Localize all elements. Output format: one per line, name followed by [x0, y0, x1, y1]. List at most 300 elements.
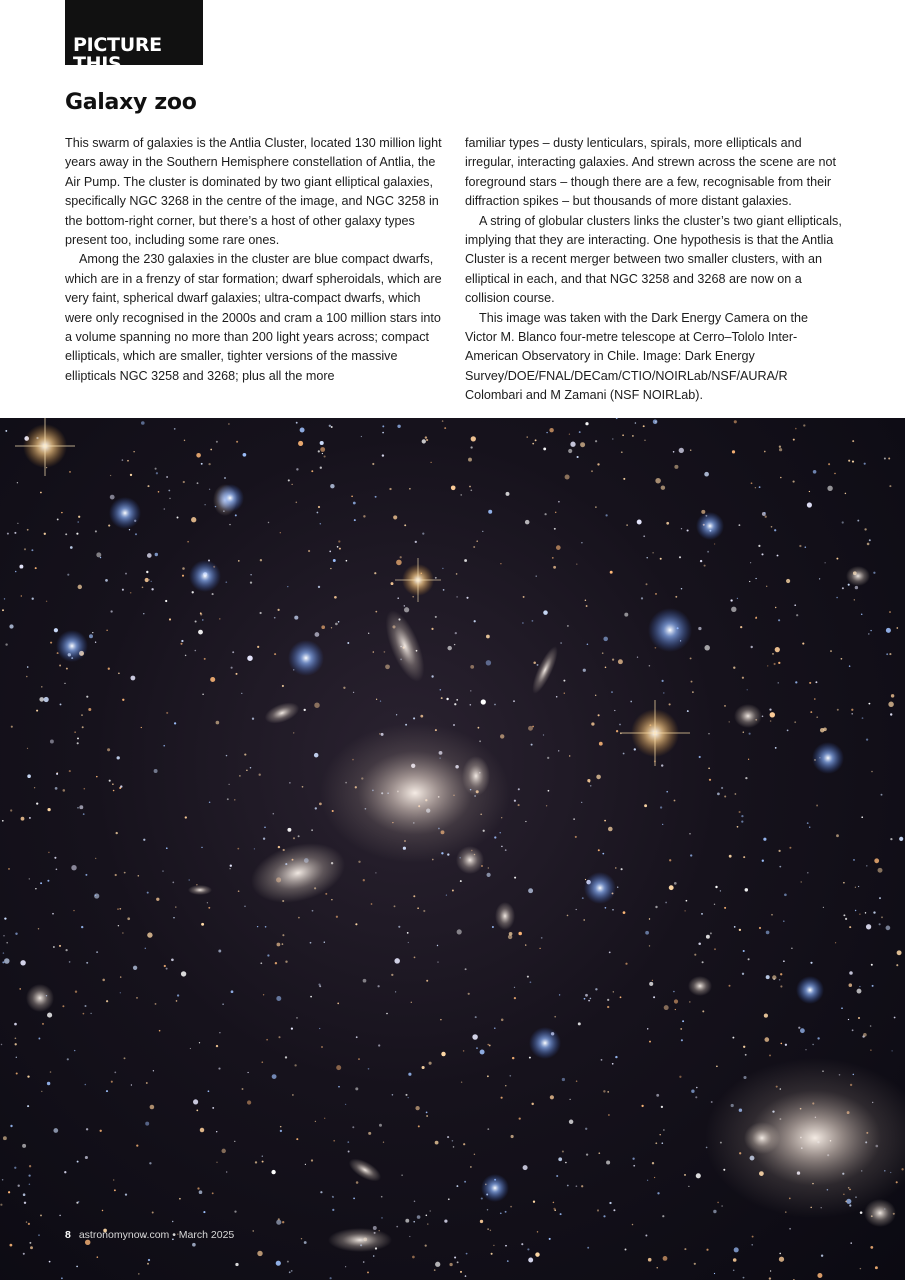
- star: [85, 874, 87, 876]
- star: [247, 1100, 251, 1104]
- star: [643, 535, 645, 537]
- star: [889, 611, 891, 613]
- galaxy-field-image: [0, 418, 905, 1280]
- star: [83, 813, 85, 815]
- star: [755, 578, 756, 579]
- star: [391, 582, 394, 585]
- star: [772, 653, 774, 655]
- star: [855, 586, 858, 589]
- star: [396, 1226, 398, 1228]
- star: [397, 425, 400, 428]
- star: [619, 724, 621, 726]
- star: [662, 1215, 664, 1217]
- star: [554, 1016, 556, 1018]
- star: [318, 450, 320, 452]
- star: [243, 453, 247, 457]
- star: [141, 727, 142, 728]
- star: [200, 1128, 204, 1132]
- star: [774, 529, 776, 531]
- star: [254, 848, 255, 849]
- star: [273, 813, 275, 815]
- star: [263, 994, 264, 995]
- star: [713, 1210, 716, 1213]
- star: [799, 545, 801, 547]
- star: [850, 1242, 851, 1243]
- star: [127, 460, 129, 462]
- bright-star: [620, 700, 690, 766]
- star: [67, 1058, 69, 1060]
- star: [413, 1221, 415, 1223]
- star: [18, 1185, 20, 1187]
- star: [260, 962, 262, 964]
- star: [690, 657, 692, 659]
- star: [742, 973, 744, 975]
- star: [465, 1275, 467, 1277]
- star: [47, 880, 49, 882]
- star: [148, 1259, 150, 1261]
- star: [849, 971, 853, 975]
- star: [226, 755, 227, 756]
- galaxy-elliptical: [345, 1154, 384, 1186]
- star: [312, 910, 314, 912]
- star: [588, 1000, 590, 1002]
- star: [61, 512, 62, 513]
- star: [244, 906, 246, 908]
- star: [20, 960, 25, 965]
- star: [507, 1260, 509, 1262]
- star: [47, 1082, 50, 1085]
- star: [775, 747, 777, 749]
- star: [125, 1193, 127, 1195]
- star: [655, 1142, 657, 1144]
- star: [265, 926, 267, 928]
- star: [3, 935, 4, 936]
- star: [741, 815, 743, 817]
- star: [30, 1246, 33, 1249]
- star: [870, 1049, 872, 1051]
- star: [842, 521, 844, 523]
- blue-star: [584, 872, 616, 904]
- star: [652, 1162, 654, 1164]
- star: [849, 926, 851, 928]
- star: [332, 1197, 333, 1198]
- star: [175, 906, 176, 907]
- star: [666, 791, 668, 793]
- star: [724, 795, 726, 797]
- star: [382, 432, 384, 434]
- star: [118, 673, 120, 675]
- star: [888, 458, 890, 460]
- star: [330, 568, 331, 569]
- star: [864, 463, 866, 465]
- star: [291, 1270, 293, 1272]
- star: [848, 1019, 849, 1020]
- star: [873, 572, 875, 574]
- star: [78, 585, 82, 589]
- star: [891, 1050, 892, 1051]
- star: [514, 877, 516, 879]
- star: [664, 1005, 669, 1010]
- star: [766, 586, 767, 587]
- star: [553, 566, 556, 569]
- star: [64, 683, 65, 684]
- star: [657, 1267, 658, 1268]
- star: [368, 1132, 371, 1135]
- star: [195, 650, 197, 652]
- star: [114, 1189, 116, 1191]
- star: [562, 1078, 565, 1081]
- star: [771, 914, 773, 916]
- star: [166, 712, 168, 714]
- star: [437, 945, 438, 946]
- star: [107, 748, 110, 751]
- star: [209, 489, 210, 490]
- star: [759, 927, 761, 929]
- star: [474, 620, 476, 622]
- star: [16, 1057, 17, 1058]
- star: [310, 996, 312, 998]
- star: [0, 1204, 2, 1206]
- star: [208, 1090, 210, 1092]
- star: [733, 667, 735, 669]
- star: [605, 667, 607, 669]
- star: [143, 839, 145, 841]
- star: [764, 512, 766, 514]
- star: [666, 522, 669, 525]
- star: [590, 998, 592, 1000]
- star: [635, 422, 637, 424]
- star: [367, 1271, 369, 1273]
- star: [35, 888, 36, 889]
- star: [523, 596, 525, 598]
- star: [468, 458, 472, 462]
- star: [546, 805, 547, 806]
- star: [695, 1096, 697, 1098]
- star: [4, 958, 10, 964]
- star: [264, 827, 266, 829]
- star: [150, 1105, 155, 1110]
- star: [14, 1023, 17, 1026]
- star: [732, 1037, 734, 1039]
- star: [812, 1044, 813, 1045]
- star: [435, 577, 437, 579]
- star: [452, 1140, 454, 1142]
- star: [133, 966, 137, 970]
- blue-star: [288, 640, 324, 676]
- star: [715, 886, 717, 888]
- star: [706, 935, 710, 939]
- star: [442, 420, 444, 422]
- star: [10, 1244, 13, 1247]
- star: [461, 1082, 462, 1083]
- star: [9, 624, 13, 628]
- star: [585, 1128, 587, 1130]
- star: [488, 510, 492, 514]
- star: [854, 599, 855, 600]
- star: [426, 980, 428, 982]
- star: [81, 926, 83, 928]
- star: [238, 560, 240, 562]
- star: [8, 1191, 10, 1193]
- star: [278, 1036, 280, 1038]
- star: [765, 516, 767, 518]
- star: [239, 775, 241, 777]
- star: [454, 644, 455, 645]
- star: [442, 568, 443, 569]
- star: [250, 574, 251, 575]
- star: [674, 800, 676, 802]
- star: [582, 897, 584, 899]
- star: [674, 882, 677, 885]
- star: [331, 426, 333, 428]
- star: [444, 1219, 447, 1222]
- star: [501, 846, 503, 848]
- star: [714, 948, 716, 950]
- star: [185, 816, 187, 818]
- star: [311, 829, 313, 831]
- star: [778, 662, 780, 664]
- star: [796, 614, 798, 616]
- star: [260, 559, 262, 561]
- star: [816, 805, 818, 807]
- star: [147, 932, 152, 937]
- star: [334, 596, 337, 599]
- star: [197, 482, 199, 484]
- star: [586, 1153, 588, 1155]
- star: [398, 926, 400, 928]
- star: [518, 788, 520, 790]
- star: [77, 742, 79, 744]
- star: [562, 1150, 564, 1152]
- galaxy-elliptical: [462, 756, 490, 796]
- star: [339, 548, 341, 550]
- star: [7, 533, 9, 535]
- star: [696, 1173, 701, 1178]
- star: [622, 434, 624, 436]
- star: [647, 1180, 648, 1181]
- star: [717, 1202, 719, 1204]
- star: [487, 873, 491, 877]
- star: [420, 715, 423, 718]
- star: [26, 676, 28, 678]
- star: [275, 962, 277, 964]
- star: [845, 493, 847, 495]
- star: [494, 1027, 495, 1028]
- star: [396, 714, 397, 715]
- star: [660, 806, 662, 808]
- star: [795, 428, 797, 430]
- star: [333, 559, 336, 562]
- star: [747, 689, 748, 690]
- star: [758, 545, 760, 547]
- star: [686, 900, 688, 902]
- star: [481, 699, 486, 704]
- star: [748, 759, 749, 760]
- star: [381, 1217, 383, 1219]
- star: [199, 1190, 203, 1194]
- star: [849, 983, 853, 987]
- star: [456, 1185, 458, 1187]
- star: [541, 937, 543, 939]
- star: [860, 1268, 861, 1269]
- star: [166, 847, 168, 849]
- star: [623, 911, 626, 914]
- star: [662, 680, 664, 682]
- star: [74, 731, 75, 732]
- star: [235, 514, 237, 516]
- star: [338, 540, 340, 542]
- star: [363, 879, 365, 881]
- star: [182, 567, 185, 570]
- star: [259, 774, 261, 776]
- star: [296, 1017, 297, 1018]
- star: [320, 467, 322, 469]
- star: [767, 665, 768, 666]
- star: [821, 1254, 823, 1256]
- star: [505, 849, 507, 851]
- star: [280, 1126, 282, 1128]
- star: [494, 704, 496, 706]
- star: [785, 1044, 787, 1046]
- star: [147, 1263, 149, 1265]
- star: [85, 1156, 88, 1159]
- star: [742, 677, 744, 679]
- star: [282, 943, 284, 945]
- star: [415, 1106, 419, 1110]
- star: [158, 491, 160, 493]
- star: [234, 799, 235, 800]
- star: [625, 963, 627, 965]
- star: [28, 1223, 30, 1225]
- star: [645, 931, 649, 935]
- star: [257, 926, 258, 927]
- star: [218, 1068, 220, 1070]
- star: [564, 693, 565, 694]
- star: [464, 1181, 466, 1183]
- star: [32, 598, 34, 600]
- star: [417, 1215, 421, 1219]
- blue-star: [529, 1027, 561, 1059]
- star: [19, 565, 23, 569]
- star: [130, 474, 132, 476]
- star: [441, 697, 443, 699]
- star: [118, 925, 119, 926]
- star: [708, 768, 710, 770]
- star: [867, 543, 870, 546]
- star: [285, 1056, 287, 1058]
- star: [414, 1201, 416, 1203]
- star: [579, 431, 581, 433]
- star: [389, 488, 391, 490]
- star: [437, 961, 438, 962]
- star: [241, 693, 242, 694]
- star: [253, 1230, 254, 1231]
- star: [34, 787, 35, 788]
- star: [601, 1059, 603, 1061]
- star: [382, 425, 384, 427]
- star: [665, 902, 667, 904]
- star: [282, 1221, 284, 1223]
- star: [2, 961, 4, 963]
- star: [314, 753, 319, 758]
- star: [319, 1028, 320, 1029]
- star: [289, 782, 290, 783]
- star: [181, 971, 186, 976]
- star: [315, 1121, 316, 1122]
- star: [779, 979, 781, 981]
- star: [77, 807, 79, 809]
- star: [506, 492, 510, 496]
- star: [67, 574, 69, 576]
- star: [691, 1089, 694, 1092]
- star: [644, 440, 645, 441]
- star: [580, 442, 585, 447]
- star: [645, 1235, 647, 1237]
- star: [779, 866, 781, 868]
- star: [242, 1088, 244, 1090]
- star: [147, 892, 149, 894]
- star: [169, 618, 171, 620]
- star: [466, 597, 468, 599]
- star: [287, 586, 288, 587]
- star: [282, 685, 284, 687]
- star: [605, 907, 607, 909]
- star: [176, 1000, 178, 1002]
- star: [585, 422, 588, 425]
- star: [858, 886, 859, 887]
- star: [135, 533, 137, 535]
- star: [684, 1174, 686, 1176]
- star: [88, 708, 91, 711]
- star: [848, 460, 850, 462]
- star: [287, 1261, 289, 1263]
- star: [11, 726, 13, 728]
- star: [59, 1215, 61, 1217]
- section-tag: PICTURE THIS: [65, 0, 203, 65]
- star: [124, 1057, 126, 1059]
- star: [866, 924, 871, 929]
- star: [237, 848, 239, 850]
- star: [675, 1009, 676, 1010]
- star: [116, 832, 118, 834]
- star: [288, 479, 290, 481]
- star: [145, 948, 146, 949]
- star: [674, 999, 678, 1003]
- star: [414, 957, 416, 959]
- star: [108, 525, 110, 527]
- star: [354, 519, 356, 521]
- star: [816, 716, 818, 718]
- star: [31, 549, 33, 551]
- star: [751, 482, 753, 484]
- star: [221, 1149, 225, 1153]
- star: [228, 423, 230, 425]
- star: [787, 730, 789, 732]
- star: [779, 1253, 781, 1255]
- star: [189, 879, 190, 880]
- star: [61, 1277, 63, 1279]
- star: [145, 578, 149, 582]
- star: [548, 790, 550, 792]
- star: [739, 811, 741, 813]
- footer-source: astronomynow.com • March 2025: [78, 1229, 235, 1241]
- star: [830, 650, 832, 652]
- galaxy-spiral: [528, 643, 563, 696]
- galaxy-elliptical: [456, 846, 484, 874]
- star: [375, 496, 377, 498]
- star: [855, 910, 856, 911]
- star: [165, 600, 167, 602]
